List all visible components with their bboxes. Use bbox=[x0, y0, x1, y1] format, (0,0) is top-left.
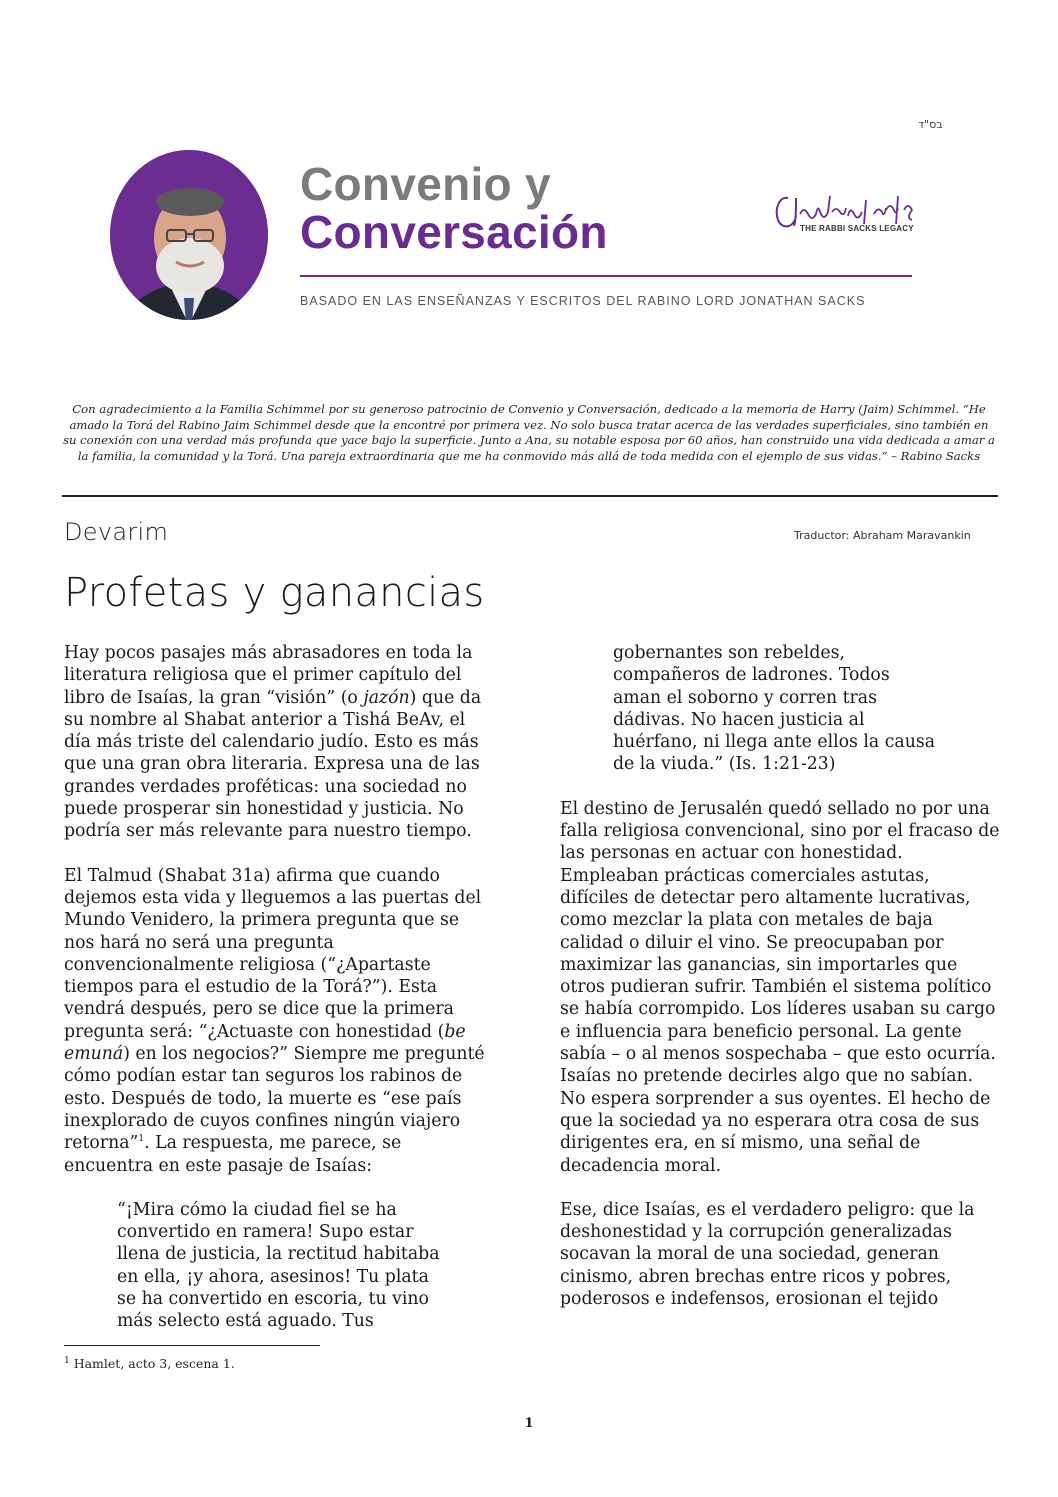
header-divider bbox=[300, 275, 912, 277]
isaiah-quote-part-1: “¡Mira cómo la ciudad fiel se ha convertido en ramera! Supo estar llena de justicia, la rectitud habitaba en ella, ¡y ahora, asesinos! Tu plata se ha convertido en escoria, tu vino más selecto está aguado. Tus bbox=[117, 1199, 440, 1332]
signature-subtitle: THE RABBI SACKS LEGACY bbox=[800, 224, 914, 233]
translator-credit: Traductor: Abraham Maravankin bbox=[794, 529, 971, 542]
footnote: $^1$ Hamlet, acto 3, escena 1. bbox=[64, 1355, 235, 1371]
title-line-2: Conversación bbox=[300, 206, 608, 258]
footnote-divider bbox=[64, 1345, 320, 1346]
paragraph-2: El Talmud (Shabat 31a) afirma que cuando dejemos esta vida y lleguemos a las puertas del Mundo Venidero, la primera pregunta que se nos hará no será una pregunta convencionalmente religiosa (“¿Apartaste tiempos para el estudio de la Torá?”). Esta vendrá después, pero se dice que la primera pregunta será: “¿Actuaste con honestidad (be emuná) en los negocios?” Siempre me pregunté cómo podían estar tan seguros los rabinos de esto. Después de todo, la muerte es “ese país inexplorado de cuyos confines ningún viajero retorna”$^1$. La respuesta, me parece, se encuentra en este pasaje de Isaías: bbox=[64, 865, 485, 1176]
left-column bbox=[64, 642, 494, 1333]
footnote-ref: 1 bbox=[138, 1134, 145, 1145]
paragraph-3: El destino de Jerusalén quedó sellado no por una falla religiosa convencional, sino por el fracaso de las personas en actuar con honestidad. Empleaban prácticas comerciales astutas, difíciles de detectar pero altamente lucrativas, como mezclar la plata con metales de baja calidad o diluir el vino. Se preocupaban por maximizar las ganancias, sin importarles que otros pudieran sufrir. También el sistema político se había corrompido. Los líderes usaban su cargo e influencia para beneficio personal. La gente sabía – o al menos sospechaba – que esto ocurría. Isaías no pretende decirles algo que no sabían. No espera sorprender a sus oyentes. El hecho de que la sociedad ya no esperara otra cosa de sus dirigentes era, en sí mismo, una señal de decadencia moral. bbox=[560, 798, 1000, 1176]
section-divider bbox=[62, 495, 998, 497]
page-number: 1 bbox=[524, 1416, 534, 1431]
rabbi-portrait bbox=[110, 150, 268, 320]
title-line-1: Convenio y bbox=[300, 158, 551, 210]
paragraph-1: Hay pocos pasajes más abrasadores en toda la literatura religiosa que el primer capítulo del libro de Isaías, la gran “visión” (o jazón) que da su nombre al Shabat anterior a Tishá BeAv, el día más triste del calendario judío. Esto es más que una gran obra literaria. Expresa una de las grandes verdades proféticas: una sociedad no puede prosperar sin honestidad y justicia. No podría ser más relevante para nuestro tiempo. bbox=[64, 643, 482, 842]
isaiah-quote-part-2: gobernantes son rebeldes, compañeros de ladrones. Todos aman el soborno y corren tras dádivas. No hacen justicia al huérfano, ni llega ante ellos la causa de la viuda.” (Is. 1:21-23) bbox=[613, 643, 936, 775]
tagline: BASADO EN LAS ENSEÑANZAS Y ESCRITOS DEL RABINO LORD JONATHAN SACKS bbox=[300, 294, 866, 308]
parasha-name: Devarim bbox=[64, 518, 169, 546]
article-title: Profetas y ganancias bbox=[64, 570, 485, 616]
dedication-text: Con agradecimiento a la Familia Schimmel por su generoso patrocinio de Convenio y Conversación, dedicado a la memoria de Harry (Jaim) Schimmel. “He amado la Torá del Rabino Jaim Schimmel desde que la encontré por primera vez. No solo busca tratar acerca de las verdades superficiales, sino también en su conexión con una verdad más profunda que yace bajo la superficie. Junto a Ana, su notable esposa por 60 años, han construido una vida dedicada a amar a la familia, la comunidad y la Torá. Una pareja extraordinaria que me ha conmovido más allá de toda medida con el ejemplo de sus vidas.” – Rabino Sacks bbox=[63, 402, 995, 463]
paragraph-4: Ese, dice Isaías, es el verdadero peligro: que la deshonestidad y la corrupción generalizadas socavan la moral de una sociedad, generan cinismo, abren brechas entre ricos y pobres, poderosos e indefensos, erosionan el tejido bbox=[560, 1199, 975, 1310]
bsd-mark: בס"ד bbox=[918, 118, 943, 131]
newsletter-title bbox=[300, 160, 608, 256]
right-column bbox=[560, 642, 1000, 1332]
